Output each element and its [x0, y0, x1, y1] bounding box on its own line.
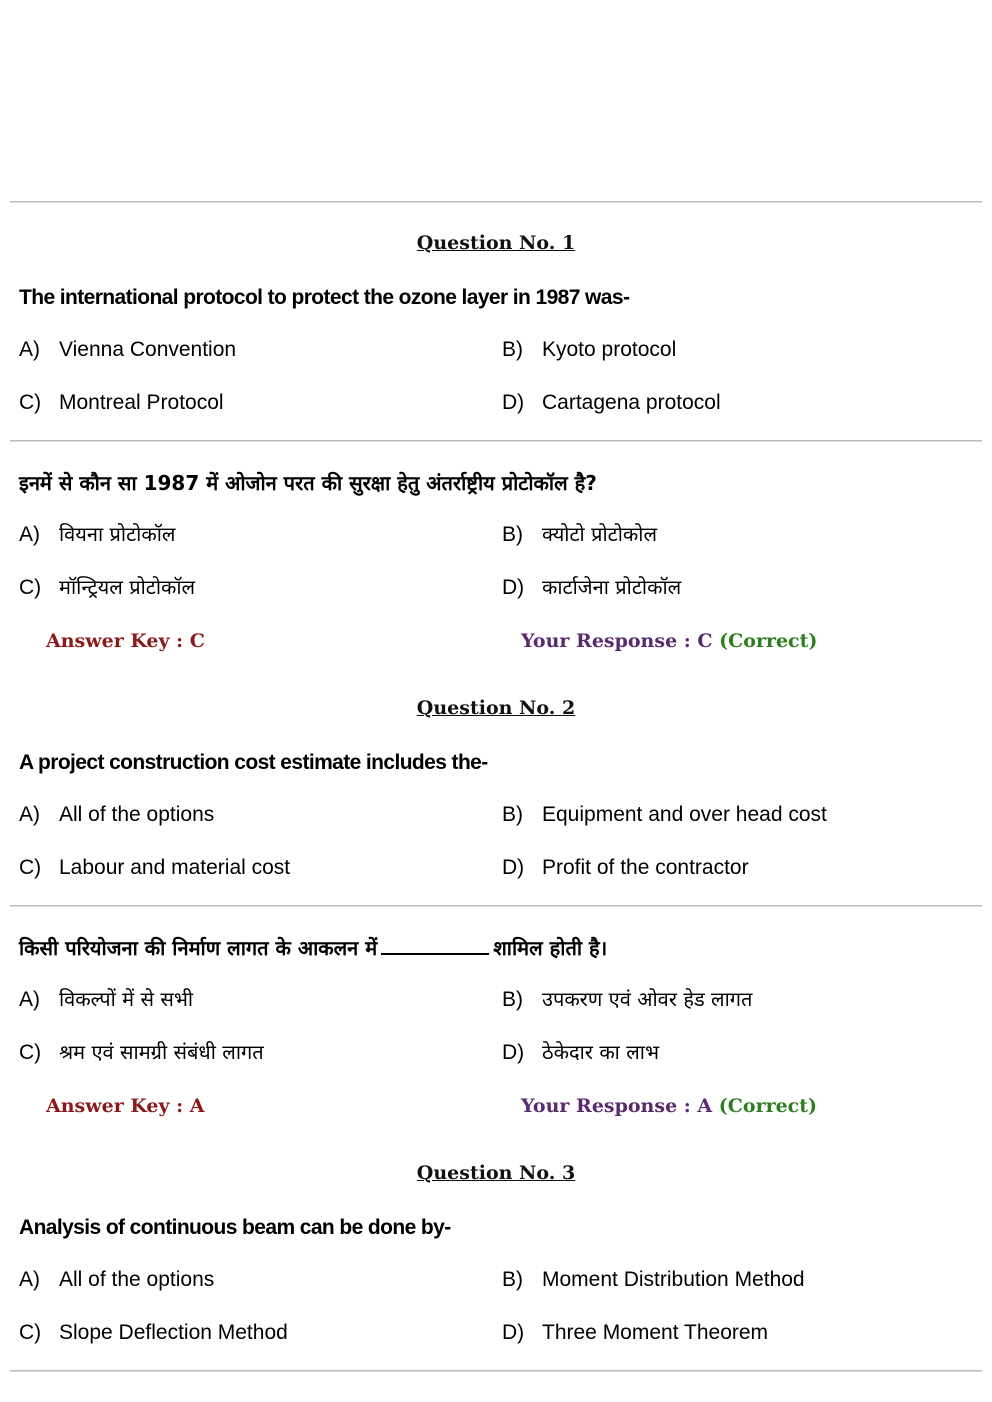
option-c — [19, 1321, 288, 1345]
option-text: Profit of the contractor — [542, 856, 749, 879]
option-text: मॉन्ट्रियल प्रोटोकॉल — [59, 575, 196, 599]
option-a — [19, 338, 236, 362]
question-stem-hindi: इनमें से कौन सा 1987 में ओजोन परत की सुरक्षा हेतु अंतर्राष्ट्रीय प्रोटोकॉल है? — [19, 471, 597, 495]
question-stem-hindi — [19, 934, 969, 961]
option-a-hindi — [19, 520, 175, 547]
answer-key: Answer Key : A — [46, 1095, 205, 1117]
response-status: (Correct) — [719, 630, 818, 652]
option-text: वियना प्रोटोकॉल — [59, 522, 176, 546]
option-letter: B) — [502, 988, 523, 1011]
option-text: Equipment and over head cost — [542, 803, 827, 826]
fill-blank — [381, 937, 489, 955]
option-b-hindi — [502, 985, 752, 1012]
option-text: Three Moment Theorem — [542, 1321, 769, 1344]
question-stem-english: The international protocol to protect the ozone layer in 1987 was- — [19, 286, 630, 309]
question-stem-english: A project construction cost estimate includes the- — [19, 751, 488, 774]
option-c-hindi — [19, 573, 195, 600]
option-letter: B) — [502, 338, 523, 361]
question-stem-english: Analysis of continuous beam can be done by- — [19, 1216, 451, 1239]
divider — [10, 905, 982, 907]
option-d-hindi — [502, 1038, 659, 1065]
option-letter: A) — [19, 803, 40, 826]
your-response — [521, 630, 817, 652]
option-letter: B) — [502, 523, 523, 546]
option-text: कार्टाजेना प्रोटोकॉल — [542, 575, 682, 599]
stem-text-after-blank: शामिल होती है। — [493, 936, 608, 960]
option-text: Moment Distribution Method — [542, 1268, 805, 1291]
stem-text-before-blank: किसी परियोजना की निर्माण लागत के आकलन में — [19, 936, 378, 960]
response-value: Your Response : C — [521, 630, 713, 652]
option-text: क्योटो प्रोटोकोल — [542, 522, 658, 546]
option-letter: D) — [502, 1321, 525, 1344]
option-text: Cartagena protocol — [542, 391, 721, 414]
option-letter: A) — [19, 523, 40, 546]
option-letter: D) — [502, 1041, 525, 1064]
divider — [10, 1370, 982, 1372]
option-d-hindi — [502, 573, 681, 600]
option-c — [19, 856, 290, 880]
option-text: Slope Deflection Method — [59, 1321, 288, 1344]
option-text: विकल्पों में से सभी — [59, 987, 194, 1011]
option-letter: B) — [502, 1268, 523, 1291]
divider — [10, 440, 982, 442]
option-text: उपकरण एवं ओवर हेड लागत — [542, 987, 753, 1011]
option-a-hindi — [19, 985, 193, 1012]
option-letter: D) — [502, 391, 525, 414]
option-text: Montreal Protocol — [59, 391, 224, 414]
option-b — [502, 338, 676, 362]
option-text: Labour and material cost — [59, 856, 291, 879]
option-letter: B) — [502, 803, 523, 826]
option-letter: C) — [19, 1041, 42, 1064]
option-letter: D) — [502, 856, 525, 879]
option-b — [502, 1268, 805, 1292]
response-status: (Correct) — [718, 1095, 818, 1117]
option-letter: A) — [19, 338, 40, 361]
option-text: Vienna Convention — [59, 338, 237, 361]
option-text: All of the options — [59, 803, 215, 826]
option-b — [502, 803, 827, 827]
option-letter: C) — [19, 856, 42, 879]
option-b-hindi — [502, 520, 657, 547]
option-a — [19, 1268, 214, 1292]
option-letter: D) — [502, 576, 525, 599]
option-text: ठेकेदार का लाभ — [542, 1040, 660, 1064]
option-letter: C) — [19, 1321, 42, 1344]
divider — [10, 201, 982, 203]
answer-key: Answer Key : C — [46, 630, 205, 652]
option-letter: C) — [19, 576, 42, 599]
option-d — [502, 856, 749, 880]
option-a — [19, 803, 214, 827]
option-letter: C) — [19, 391, 42, 414]
response-value: Your Response : A — [521, 1095, 713, 1117]
option-c-hindi — [19, 1038, 264, 1065]
option-d — [502, 391, 721, 415]
option-c — [19, 391, 224, 415]
option-text: श्रम एवं सामग्री संबंधी लागत — [59, 1040, 264, 1064]
option-letter: A) — [19, 1268, 40, 1291]
question-number: Question No. 2 — [416, 697, 576, 719]
option-text: Kyoto protocol — [542, 338, 677, 361]
option-letter: A) — [19, 988, 40, 1011]
option-text: All of the options — [59, 1268, 215, 1291]
option-d — [502, 1321, 768, 1345]
question-number: Question No. 1 — [416, 232, 576, 254]
question-number: Question No. 3 — [416, 1162, 576, 1184]
your-response — [521, 1095, 817, 1117]
